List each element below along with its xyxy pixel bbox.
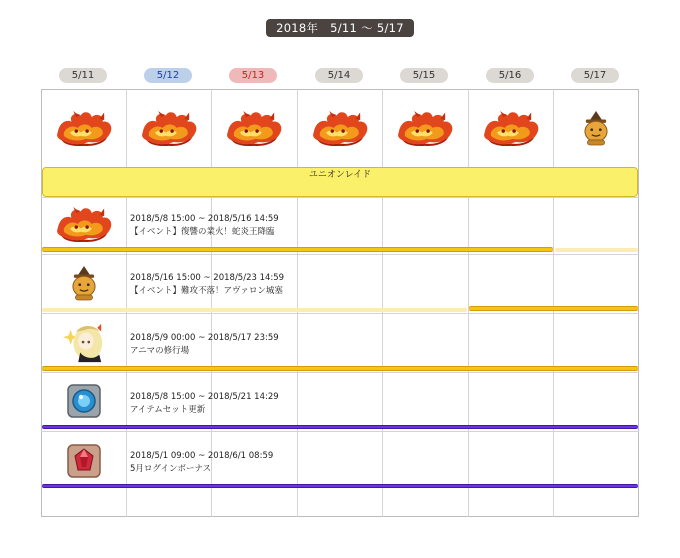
grid-divider [41, 254, 639, 255]
day-label-5-12: 5/12 [144, 68, 192, 83]
event-period: 2018/5/9 00:00 ~ 2018/5/17 23:59 [130, 333, 279, 343]
pumpkin-golem-icon[interactable] [554, 90, 638, 166]
event-name[interactable]: 【イベント】復讐の業火！蛇炎王降臨 [130, 227, 275, 237]
event-name[interactable]: 【イベント】難攻不落！アヴァロン城塞 [130, 286, 283, 296]
event-duration-bar [42, 366, 638, 371]
day-label-5-11: 5/11 [59, 68, 107, 83]
fire-dragon-icon[interactable] [212, 90, 296, 166]
grid-divider [41, 431, 639, 432]
fire-dragon-icon[interactable] [42, 203, 126, 245]
red-gem-icon[interactable] [42, 441, 126, 481]
event-period: 2018/5/1 09:00 ~ 2018/6/1 08:59 [130, 451, 274, 461]
event-name[interactable]: アニマの修行場 [130, 346, 190, 356]
event-period: 2018/5/8 15:00 ~ 2018/5/21 14:29 [130, 392, 279, 402]
day-label-5-16: 5/16 [486, 68, 534, 83]
pumpkin-golem-icon[interactable] [42, 263, 126, 303]
item-set-orb-icon[interactable] [42, 381, 126, 421]
grid-divider [41, 197, 639, 198]
fire-dragon-icon[interactable] [469, 90, 553, 166]
event-period: 2018/5/16 15:00 ~ 2018/5/23 14:59 [130, 273, 285, 283]
day-label-5-17: 5/17 [571, 68, 619, 83]
event-duration-bar-faded [555, 248, 638, 252]
event-name[interactable]: アイテムセット更新 [130, 405, 206, 415]
grid-divider [41, 313, 639, 314]
grid-divider [41, 372, 639, 373]
day-label-5-14: 5/14 [315, 68, 363, 83]
event-duration-bar [42, 484, 638, 488]
anima-character-icon[interactable] [42, 322, 126, 364]
schedule-title: 2018年 5/11 〜 5/17 [266, 19, 414, 37]
day-label-5-13: 5/13 [229, 68, 277, 83]
day-label-5-15: 5/15 [400, 68, 448, 83]
event-duration-bar [42, 247, 553, 252]
event-duration-bar [469, 306, 638, 311]
fire-dragon-icon[interactable] [383, 90, 467, 166]
event-duration-bar [42, 425, 638, 429]
event-period: 2018/5/8 15:00 ~ 2018/5/16 14:59 [130, 214, 279, 224]
fire-dragon-icon[interactable] [298, 90, 382, 166]
union-raid-banner[interactable]: ユニオンレイド [42, 167, 638, 197]
event-name[interactable]: 5月ログインボーナス [130, 464, 212, 474]
fire-dragon-icon[interactable] [127, 90, 211, 166]
event-duration-bar-faded [42, 308, 467, 312]
fire-dragon-icon[interactable] [42, 90, 126, 166]
